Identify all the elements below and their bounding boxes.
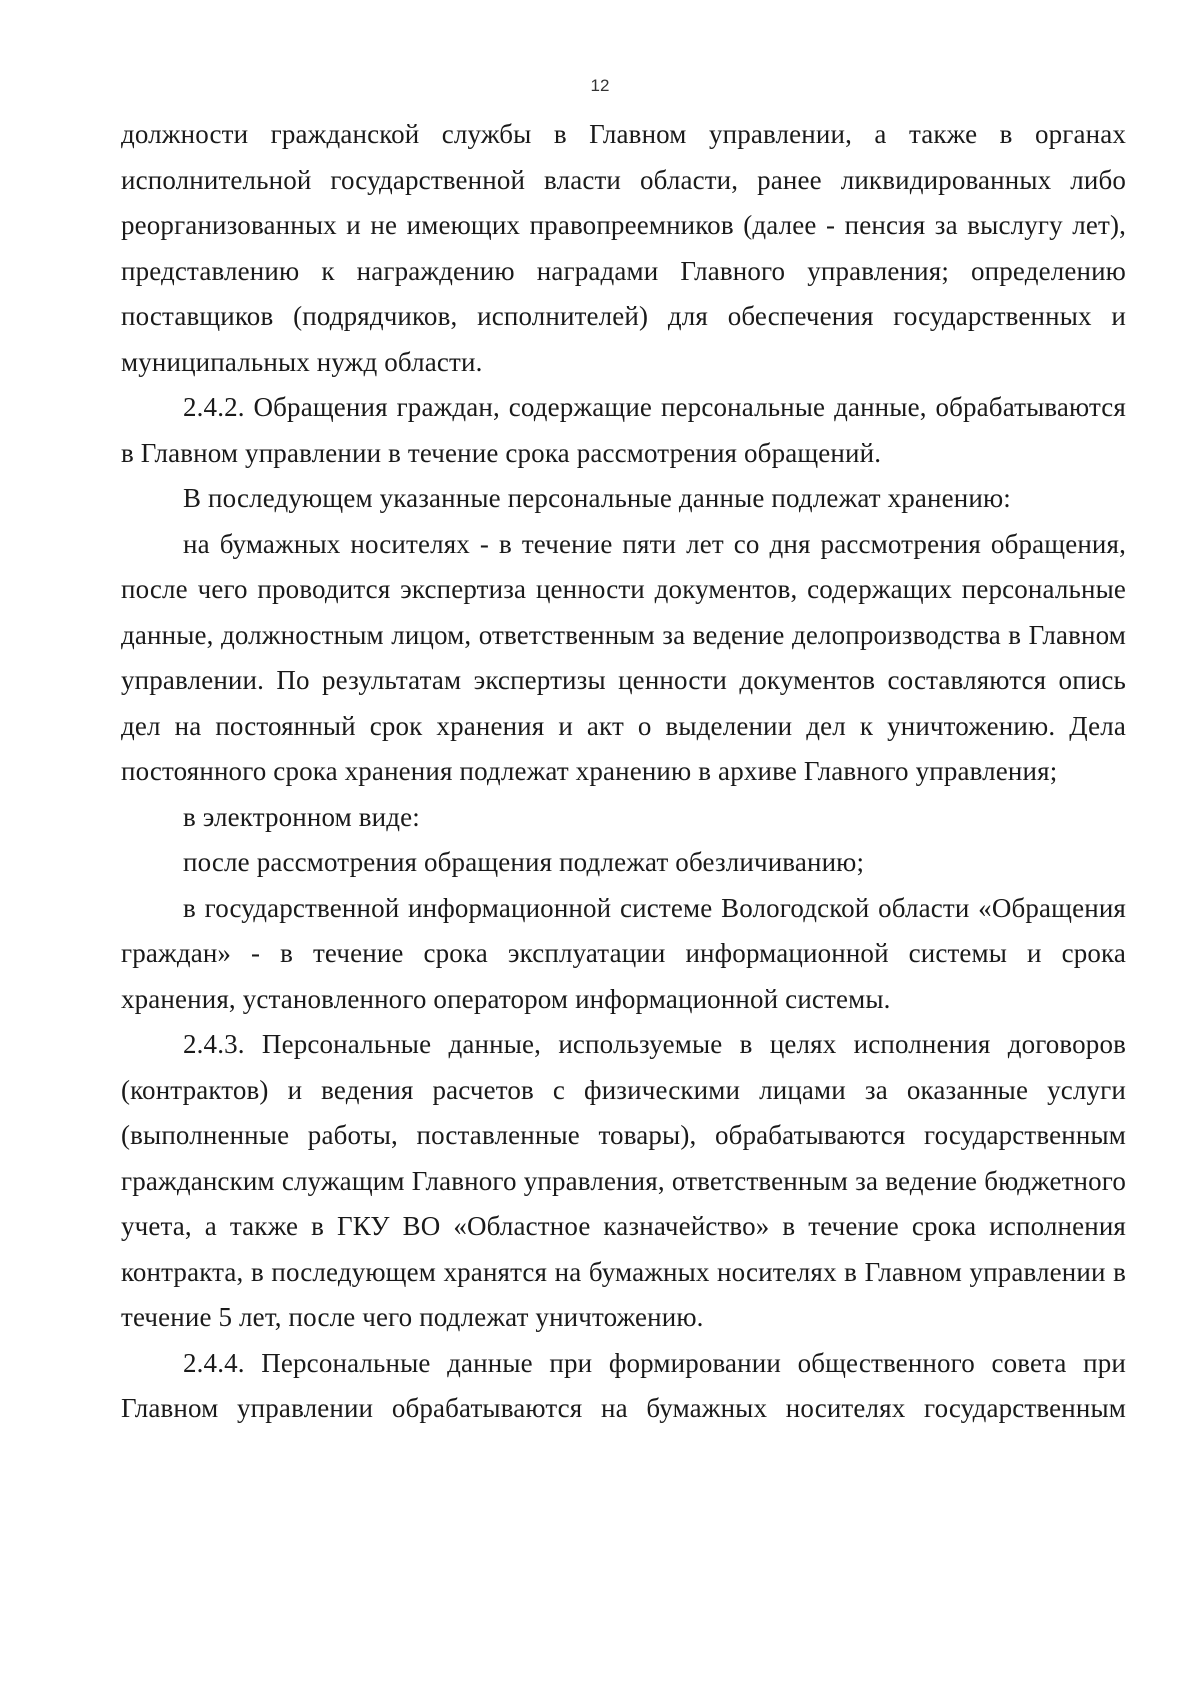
paragraph-electronic-intro: в электронном виде: [183,801,420,832]
paragraph-depersonalization: после рассмотрения обращения подлежат обезличиванию; [183,847,865,877]
page-number: 12 [590,76,610,95]
paragraph-continuation: должности гражданской службы в Главном управлении, а также в органах исполнительной государственной власти области, ранее ликвидированных либо реорганизованных и не имеющих правопреемников (далее - пенсия за выслугу лет), представлению к награждению наградами Главного управления; определению поставщиков (подрядчиков, исполнителей) для обеспечения государственных и муниципальных нужд области. [121,119,1126,377]
paragraph-paper-storage: на бумажных носителях - в течение пяти лет со дня рассмотрения обращения, после чего проводится экспертиза ценности документов, содержащих персональные данные, должностным лицом, ответственным за ведение делопроизводства в Главном управлении. По результатам экспертизы ценности документов составляются опись дел на постоянный срок хранения и акт о выделении дел к уничтожению. Дела постоянного срока хранения подлежат хранению в архиве Главного управления; [121,528,1126,786]
paragraph-2-4-4: 2.4.4. Персональные данные при формировании общественного совета при Главном управлении обрабатываются на бумажных носителях государственным [121,1347,1126,1423]
document-body [121,112,1126,1432]
paragraph-gis-storage: в государственной информационной системе Вологодской области «Обращения граждан» - в течение срока эксплуатации информационной системы и срока хранения, установленного оператором информационной системы. [121,892,1126,1014]
paragraph-2-4-2: 2.4.2. Обращения граждан, содержащие персональные данные, обрабатываются в Главном управлении в течение срока рассмотрения обращений. [121,392,1126,468]
paragraph-2-4-3: 2.4.3. Персональные данные, используемые в целях исполнения договоров (контрактов) и ведения расчетов с физическими лицами за оказанные услуги (выполненные работы, поставленные товары), обрабатываются государственным гражданским служащим Главного управления, ответственным за ведение бюджетного учета, а также в ГКУ ВО «Областное казначейство» в течение срока исполнения контракта, в последующем хранятся на бумажных носителях в Главном управлении в течение 5 лет, после чего подлежат уничтожению. [121,1029,1126,1332]
paragraph-storage-intro: В последующем указанные персональные данные подлежат хранению: [183,483,1011,513]
